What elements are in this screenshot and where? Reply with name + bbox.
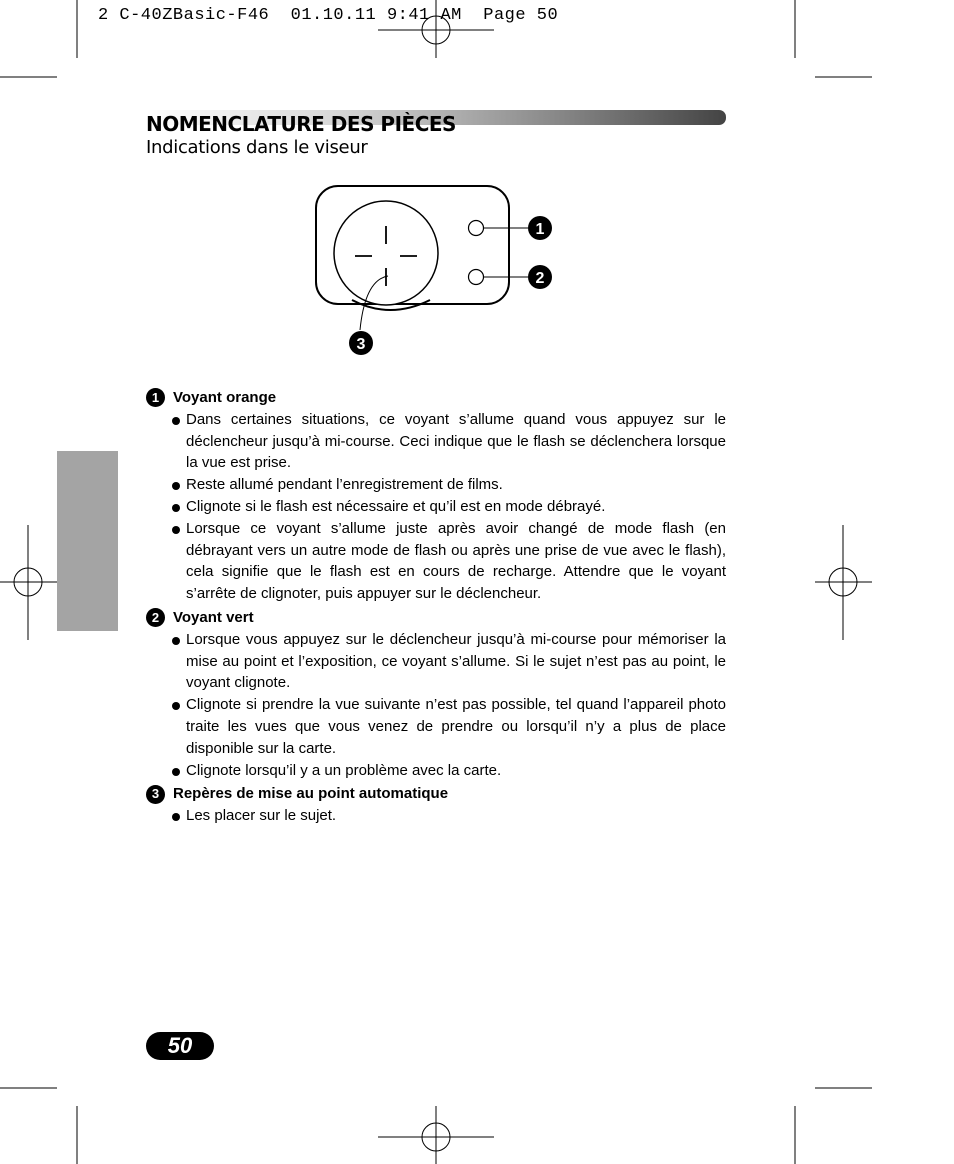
list-item: Reste allumé pendant l’enregistrement de films. [172,474,726,496]
bullet-icon [172,417,180,425]
bullet-list [146,409,726,605]
section-orange-lamp [146,387,726,605]
section-af-marks [146,783,726,827]
bullet-list [146,805,726,827]
page-title: NOMENCLATURE DES PIÈCES [146,112,456,136]
list-item: Clignote si prendre la vue suivante n’est pas possible, tel quand l’appareil photo traite les vues que vous venez de prendre ou lorsqu’il n’y a plus de place disponible sur la carte. [172,694,726,759]
viewfinder-circle [334,201,438,305]
bullet-icon [172,702,180,710]
section-title: Voyant vert [173,608,254,626]
orange-lamp-icon [469,221,484,236]
list-item: Lorsque vous appuyez sur le déclencheur jusqu’à mi-course pour mémoriser la mise au point et l’exposition, ce voyant s’allume. Si le sujet n’est pas au point, le voyant clignote. [172,629,726,694]
number-badge: 3 [146,785,165,804]
side-tab [57,451,118,631]
section-heading [146,783,726,805]
callout-2 [528,265,552,289]
bullet-icon [172,526,180,534]
section-title: Voyant orange [173,389,277,406]
section-title: Repères de mise au point automatique [173,785,449,803]
number-badge: 1 [146,388,165,407]
callout-1 [528,216,552,240]
bullet-icon [172,482,180,490]
descriptions [146,385,726,827]
section-heading [146,607,726,629]
list-item: Clignote lorsqu’il y a un problème avec la carte. [172,760,726,782]
number-badge: 2 [146,608,165,627]
green-lamp-icon [469,270,484,285]
page-number: 50 [146,1032,214,1060]
bullet-icon [172,813,180,821]
section-heading [146,387,726,409]
svg-text:3: 3 [356,336,366,353]
page-subtitle: Indications dans le viseur [146,137,368,158]
list-item: Clignote si le flash est nécessaire et qu’il est en mode débrayé. [172,496,726,518]
print-header: 2 C-40ZBasic-F46 01.10.11 9:41 AM Page 50 [98,6,559,25]
section-green-lamp [146,607,726,781]
bullet-icon [172,637,180,645]
list-item: Dans certaines situations, ce voyant s’allume quand vous appuyez sur le déclencheur jusqu’à mi-course. Ceci indique que le flash se déclenchera lorsque la vue est prise. [172,409,726,474]
bullet-list [146,629,726,782]
list-item: Lorsque ce voyant s’allume juste après avoir changé de mode flash (en débrayant vers un autre mode de flash ou après une prise de vue avec le flash), cela signifie que le flash est en cours de recharge. Attendre que le voyant s’arrête de clignoter, puis appuyer sur le déclencheur. [172,518,726,605]
bullet-icon [172,768,180,776]
list-item: Les placer sur le sujet. [172,805,726,827]
callout-3 [349,331,373,355]
viewfinder-diagram [300,180,580,360]
svg-text:1: 1 [535,221,545,238]
bullet-icon [172,504,180,512]
svg-text:2: 2 [535,270,545,287]
